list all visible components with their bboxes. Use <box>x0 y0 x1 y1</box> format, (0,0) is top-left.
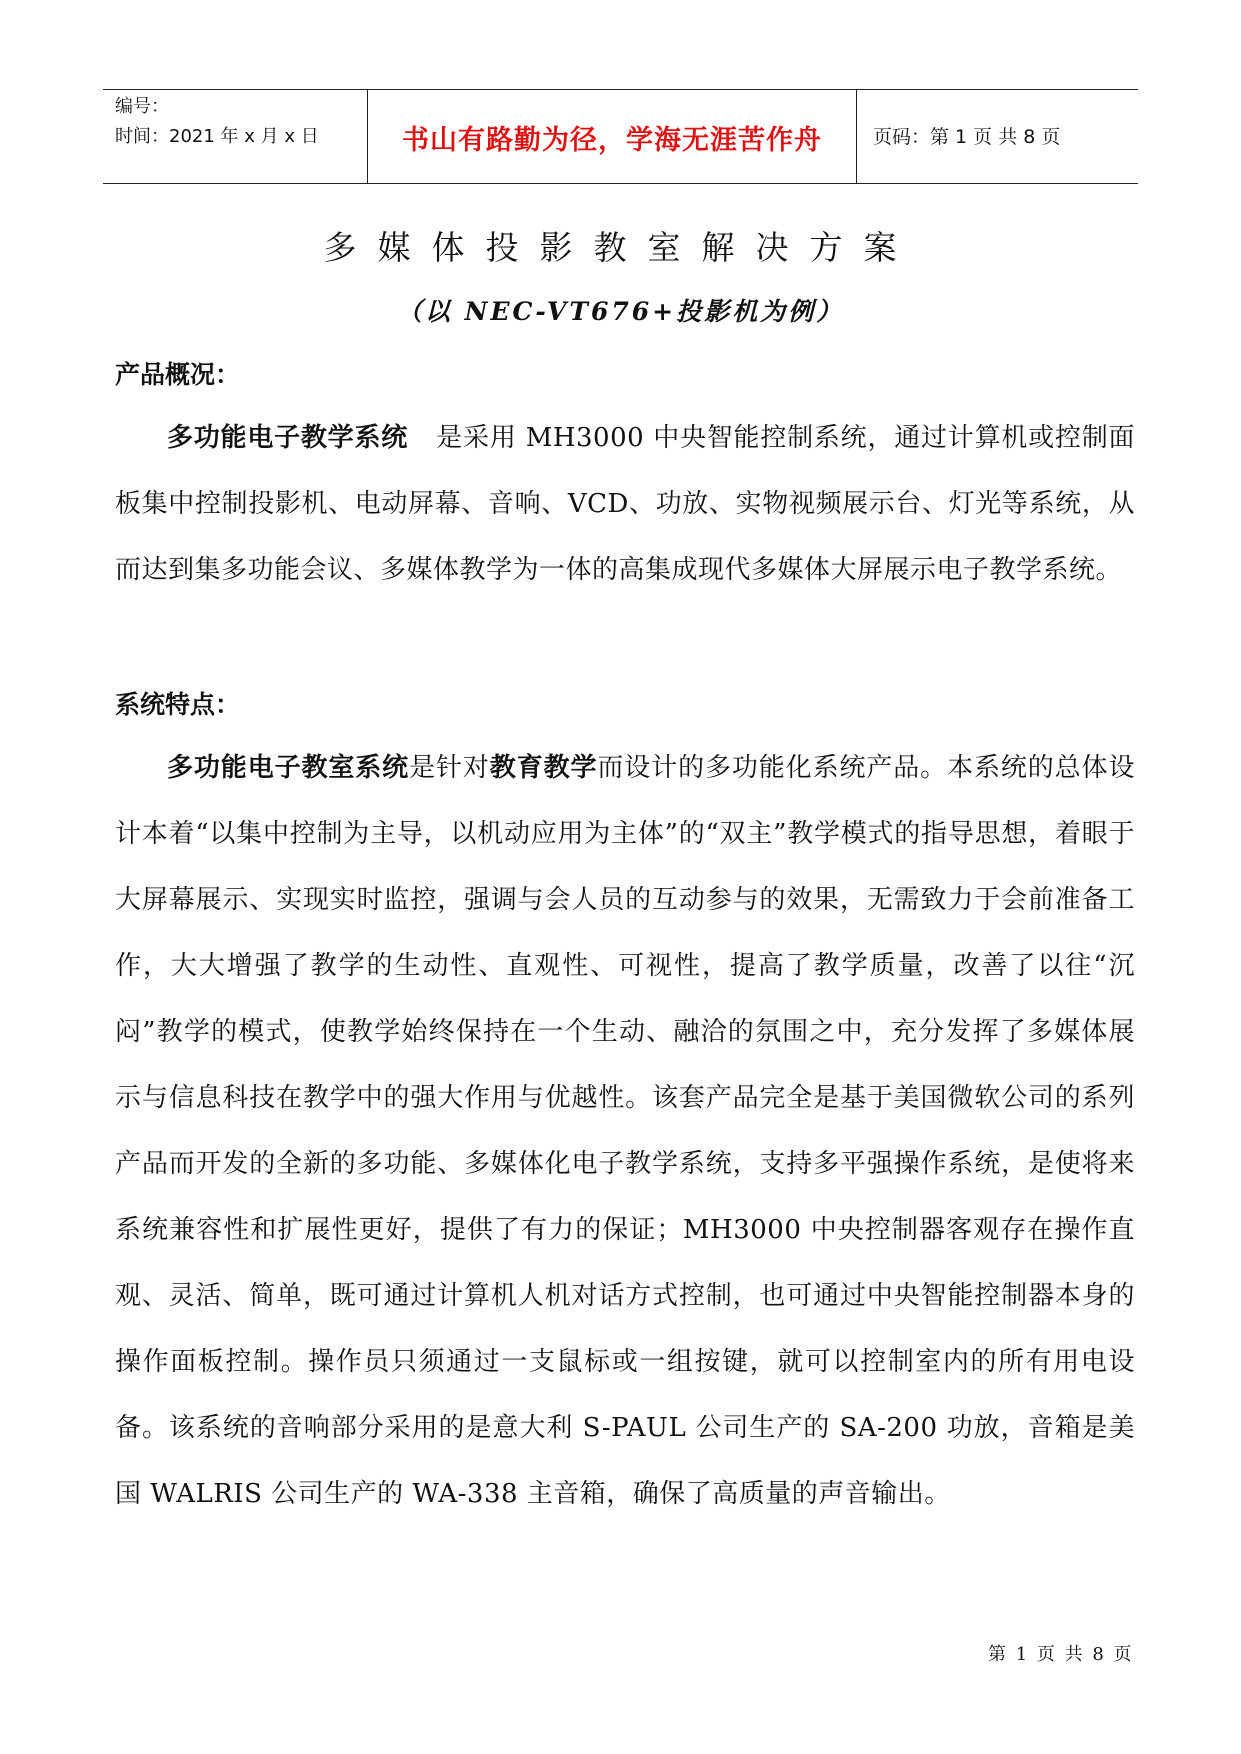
overview-text: 是采用 MH3000 中央智能控制系统，通过计算机或控制面板集中控制投影机、电动屏幕、音响、VCD、功放、实物视频展示台、灯光等系统，从而达到集多功能会议、多媒体教学为一体的高集成现代多媒体大屏展示电子教学系统。 <box>115 423 1135 585</box>
time-label: 时间：2021 年 x 月 x 日 <box>115 126 319 147</box>
header-divider <box>367 90 368 183</box>
header-motto: 书山有路勤为径，学海无涯苦作舟 <box>402 125 822 156</box>
features-lead: 多功能电子教室系统 <box>167 753 410 783</box>
document-title: 多媒体投影教室解决方案 <box>323 228 918 267</box>
paragraph-features <box>115 735 1135 1527</box>
header-page-info: 页码：第 1 页 共 8 页 <box>873 126 1061 148</box>
section-heading-overview: 产品概况： <box>115 360 241 389</box>
features-lead2: 教育教学 <box>489 753 598 783</box>
paragraph-overview <box>115 405 1135 603</box>
header-meta <box>115 92 365 152</box>
features-text: 而设计的多功能化系统产品。本系统的总体设计本着“以集中控制为主导，以机动应用为主体”的“双主”教学模式的指导思想，着眼于大屏幕展示、实现实时监控，强调与会人员的互动参与的效果，无需致力于会前准备工作，大大增强了教学的生动性、直观性、可视性，提高了教学质量，改善了以往“沉闷”教学的模式，使教学始终保持在一个生动、融洽的氛围之中，充分发挥了多媒体展示与信息科技在教学中的强大作用与优越性。该套产品完全是基于美国微软公司的系列产品而开发的全新的多功能、多媒体化电子教学系统，支持多平强操作系统，是使将来系统兼容性和扩展性更好，提供了有力的保证；MH3000 中央控制器客观存在操作直观、灵活、简单，既可通过计算机人机对话方式控制，也可通过中央智能控制器本身的操作面板控制。操作员只须通过一支鼠标或一组按键，就可以控制室内的所有用电设备。该系统的音响部分采用的是意大利 S-PAUL 公司生产的 SA-200 功放，音箱是美国 WALRIS 公司生产的 WA-338 主音箱，确保了高质量的声音输出。 <box>115 753 1135 1509</box>
features-mid: 是针对 <box>409 753 490 783</box>
page-footer: 第 1 页 共 8 页 <box>988 1644 1134 1665</box>
section-heading-features: 系统特点： <box>115 690 241 719</box>
serial-label: 编号： <box>115 96 169 117</box>
document-subtitle: （以 NEC-VT676+投影机为例） <box>396 297 845 326</box>
header-divider <box>856 90 857 183</box>
overview-lead: 多功能电子教学系统 <box>167 423 409 453</box>
page-header <box>103 89 1138 184</box>
